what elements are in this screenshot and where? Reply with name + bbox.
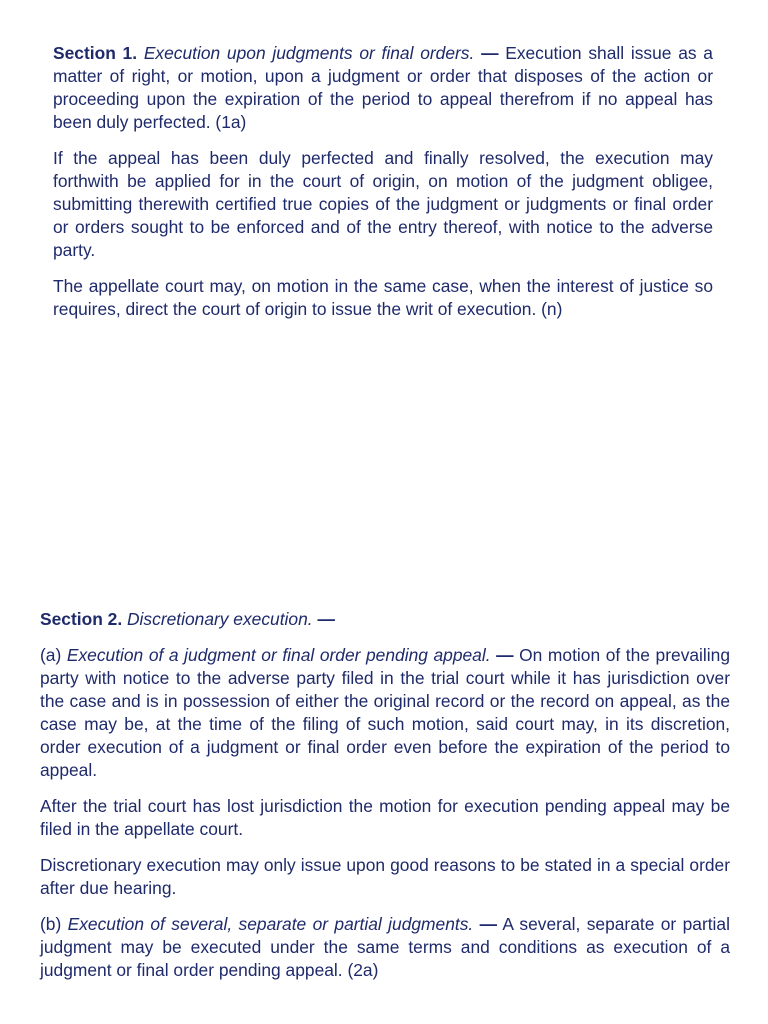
section-2-heading-line (40, 608, 730, 631)
section-1-text: Execution shall issue as a matter of right, or motion, upon a judgment or order that disposes of the action or proceeding upon the expiration of the period to appeal therefrom if no appeal has been duly perfected. (1a) (53, 43, 713, 132)
section-1-heading: Section 1. (53, 43, 138, 63)
paragraph-a-text: On motion of the prevailing party with notice to the adverse party filed in the trial court while it has jurisdiction over the case and is in possession of either the original record or the record on appeal, as the case may be, at the time of the filing of such motion, said court may, in its discretion, order execution of a judgment or final order even before the expiration of the period to appeal. (40, 645, 730, 780)
section-2-paragraph-after: After the trial court has lost jurisdiction the motion for execution pending appeal may be filed in the appellate court. (40, 796, 730, 839)
paragraph-b-title: Execution of several, separate or partial judgments. (67, 914, 474, 934)
section-1-dash: — (481, 43, 499, 63)
section-2 (40, 608, 730, 995)
section-1-paragraph-3: The appellate court may, on motion in the same case, when the interest of justice so requires, direct the court of origin to issue the writ of execution. (n) (53, 276, 713, 319)
section-2-heading: Section 2. (40, 609, 123, 629)
paragraph-b-text: A several, separate or partial judgment may be executed under the same terms and conditions as execution of a judgment or final order pending appeal. (2a) (40, 914, 730, 980)
paragraph-a-title: Execution of a judgment or final order pending appeal. (66, 645, 491, 665)
section-1-paragraph-2: If the appeal has been duly perfected and finally resolved, the execution may forthwith be applied for in the court of origin, on motion of the judgment obligee, submitting therewith certified true copies of the judgment or judgments or final order or orders sought to be enforced and of the entry thereof, with notice to the adverse party. (53, 148, 713, 260)
section-1-title: Execution upon judgments or final orders. (143, 43, 475, 63)
section-2-paragraph-a (40, 644, 730, 782)
paragraph-a-marker: (a) (40, 645, 62, 665)
section-1-paragraph-1 (53, 42, 713, 134)
section-2-paragraph-b (40, 913, 730, 982)
paragraph-b-marker: (b) (40, 914, 62, 934)
paragraph-a-dash: — (496, 645, 514, 665)
section-1 (53, 42, 713, 334)
section-2-paragraph-discretionary: Discretionary execution may only issue upon good reasons to be stated in a special order after due hearing. (40, 855, 730, 898)
paragraph-b-dash: — (479, 914, 497, 934)
section-2-dash: — (317, 609, 335, 629)
section-2-title: Discretionary execution. (127, 609, 313, 629)
